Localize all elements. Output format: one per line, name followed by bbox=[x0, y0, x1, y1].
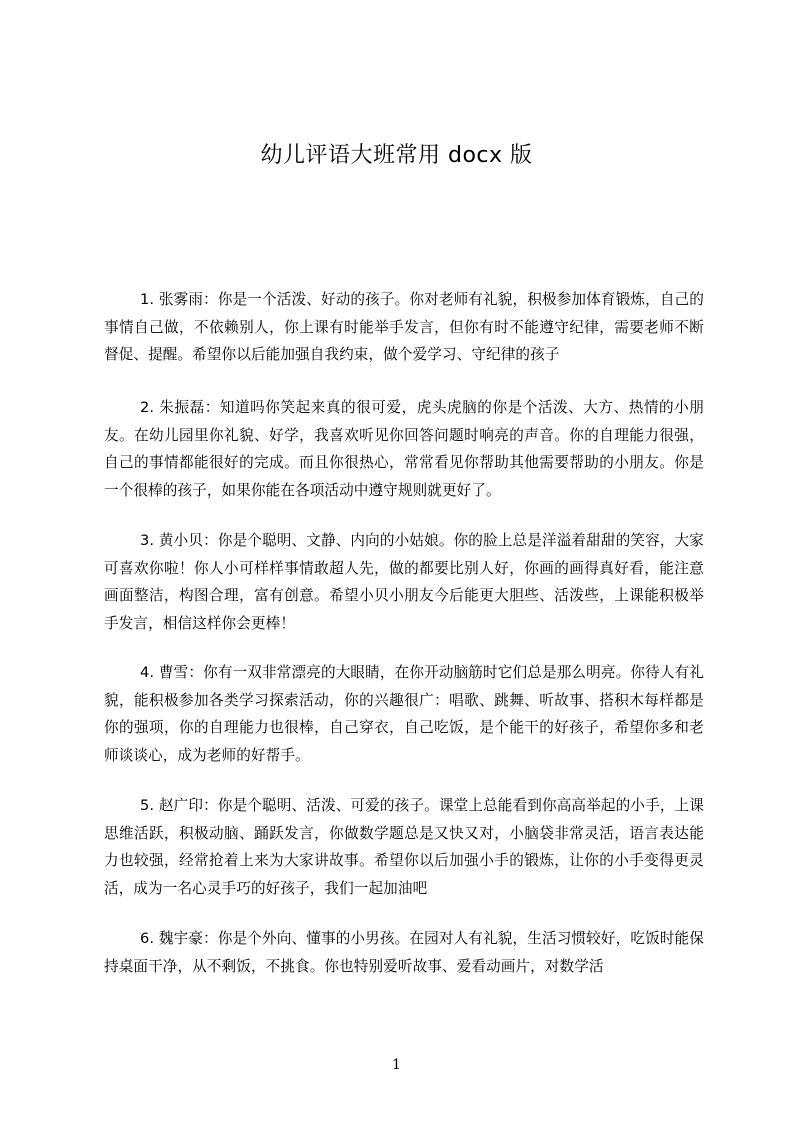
page-number: 1 bbox=[392, 1057, 401, 1073]
paragraph-6: 6. 魏宇豪：你是个外向、懂事的小男孩。在园对人有礼貌，生活习惯较好，吃饭时能保持桌面干净，从不剩饭，不挑食。你也特别爱听故事、爱看动画片，对数学活 bbox=[104, 930, 704, 975]
paragraph-2: 2. 朱振磊：知道吗你笑起来真的很可爱，虎头虎脑的你是个活泼、大方、热情的小朋友。在幼儿园里你礼貌、好学，我喜欢听见你回答问题时响亮的声音。你的自理能力很强，自己的事情都能很好的完成。而且你很热心，常常看见你帮助其他需要帮助的小朋友。你是一个很棒的孩子，如果你能在各项活动中遵守规则就更好了。 bbox=[104, 399, 704, 499]
paragraph-4: 4. 曹雪：你有一双非常漂亮的大眼睛，在你开动脑筋时它们总是那么明亮。你待人有礼貌，能积极参加各类学习探索活动，你的兴趣很广：唱歌、跳舞、听故事、搭积木每样都是你的强项，你的自理能力也很棒，自己穿衣，自己吃饭，是个能干的好孩子，希望你多和老师谈谈心，成为老师的好帮手。 bbox=[104, 664, 704, 764]
paragraph-3: 3. 黄小贝：你是个聪明、文静、内向的小姑娘。你的脸上总是洋溢着甜甜的笑容，大家可喜欢你啦！你人小可样样事情敢超人先，做的都要比别人好，你画的画得真好看，能注意画面整洁，构图合理，富有创意。希望小贝小朋友今后能更大胆些、活泼些，上课能积极举手发言，相信这样你会更棒！ bbox=[104, 532, 704, 632]
paragraph-5: 5. 赵广印：你是个聪明、活泼、可爱的孩子。课堂上总能看到你高高举起的小手，上课思维活跃，积极动脑、踊跃发言，你做数学题总是又快又对，小脑袋非常灵活，语言表达能力也较强，经常抢着上来为大家讲故事。希望你以后加强小手的锻炼，让你的小手变得更灵活，成为一名心灵手巧的好孩子，我们一起加油吧 bbox=[104, 797, 704, 897]
document-title: 幼儿评语大班常用 docx 版 bbox=[260, 143, 533, 168]
paragraph-1: 1. 张雾雨：你是一个活泼、好动的孩子。你对老师有礼貌，积极参加体育锻炼，自己的事情自己做，不依赖别人，你上课有时能举手发言，但你有时不能遵守纪律，需要老师不断督促、提醒。希望你以后能加强自我约束，做个爱学习、守纪律的孩子 bbox=[104, 291, 704, 363]
